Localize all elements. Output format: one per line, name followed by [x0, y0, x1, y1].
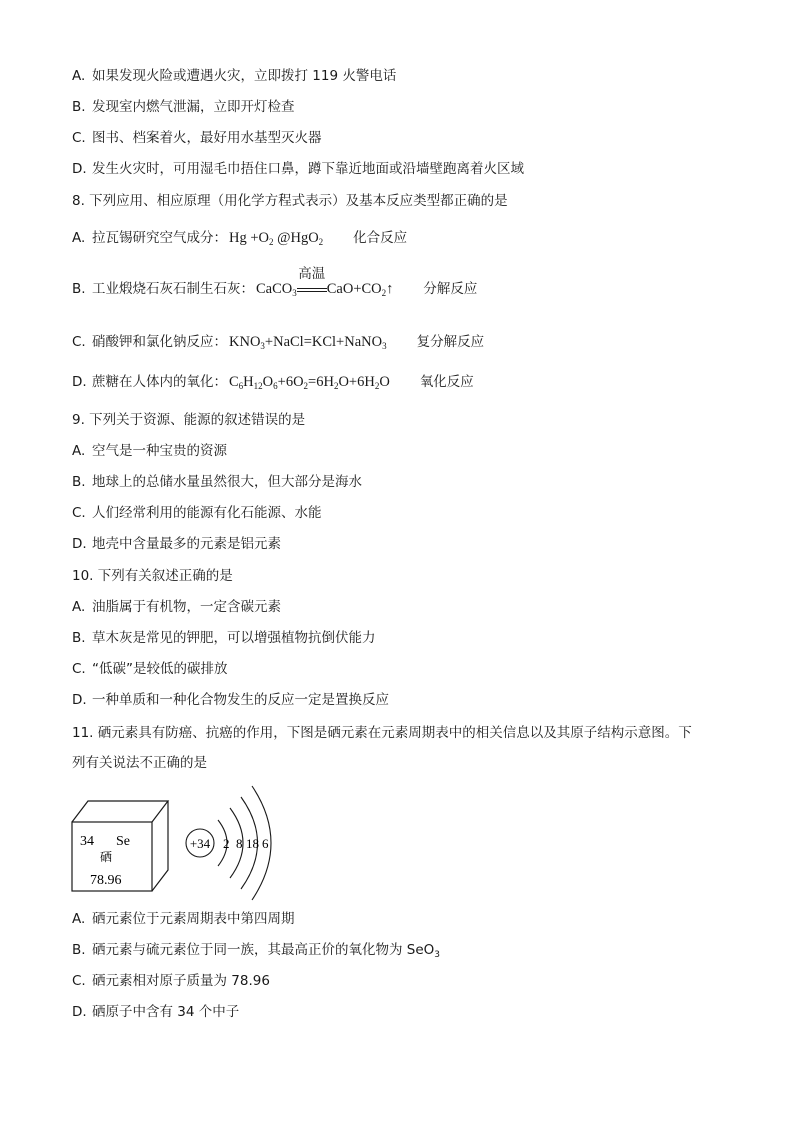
option-text: 硒原子中含有 34 个中子	[92, 1004, 240, 1020]
option-text: 拉瓦锡研究空气成分：	[92, 230, 227, 246]
reaction-type: 复分解反应	[416, 334, 485, 350]
q11-option-a	[72, 910, 295, 928]
reaction-type: 化合反应	[353, 230, 408, 246]
option-text: 硒元素位于元素周期表中第四周期	[92, 911, 295, 927]
q8-option-c	[72, 333, 484, 351]
option-label: D.	[72, 374, 87, 390]
shell-2-electrons: 8	[236, 836, 243, 851]
q8-option-a	[72, 229, 407, 247]
q11-option-c	[72, 972, 270, 990]
q9-option-b	[72, 473, 362, 491]
option-label: A.	[72, 68, 86, 84]
q10-option-d	[72, 691, 389, 709]
option-label: B.	[72, 99, 86, 115]
option-label: C.	[72, 334, 86, 350]
option-text: 如果发现火险或遭遇火灾，立即拨打 119 火警电话	[92, 68, 397, 84]
option-label: A.	[72, 443, 86, 459]
q7-option-c	[72, 129, 322, 147]
option-text: 硝酸钾和氯化钠反应：	[92, 334, 227, 350]
option-text: “低碳”是较低的碳排放	[92, 661, 228, 677]
reaction-type: 氧化反应	[419, 374, 474, 390]
option-label: D.	[72, 692, 87, 708]
equation-d: $C_6H_{12}O_6+6O_2=6H_2O+6H_2O$	[229, 374, 390, 391]
condition-text: 高温	[298, 266, 326, 282]
atomic-mass: 78.96	[90, 873, 122, 888]
q9-option-a	[72, 442, 227, 460]
q8-option-d	[72, 373, 474, 391]
q11-option-d	[72, 1003, 239, 1021]
subscript: 3	[434, 950, 441, 960]
option-label: C.	[72, 130, 86, 146]
equation-b: CaCO$_3$ 高温 $CaO+CO_2↑$	[256, 266, 394, 298]
option-text: 人们经常利用的能源有化石能源、水能	[92, 505, 322, 521]
option-text: 发现室内燃气泄漏，立即开灯检查	[92, 99, 295, 115]
option-label: D.	[72, 161, 87, 177]
option-text: 发生火灾时，可用湿毛巾捂住口鼻，蹲下靠近地面或沿墙壁跑离着火区域	[92, 161, 524, 177]
equation-c: $KNO_3+NaCl=KCl+NaNO_3$	[229, 334, 387, 351]
nucleus-charge: +34	[189, 836, 211, 851]
option-text: 地球上的总储水量虽然很大，但大部分是海水	[92, 474, 362, 490]
option-text: 硒元素与硫元素位于同一族，其最高正价的氧化物为 SeO	[92, 942, 435, 958]
q7-option-d	[72, 160, 524, 178]
element-name: 硒	[100, 850, 113, 864]
option-label: C.	[72, 505, 86, 521]
option-label: A.	[72, 599, 86, 615]
option-text: 草木灰是常见的钾肥，可以增强植物抗倒伏能力	[92, 630, 376, 646]
option-text: 一种单质和一种化合物发生的反应一定是置换反应	[92, 692, 389, 708]
option-label: B.	[72, 474, 86, 490]
option-text: 硒元素相对原子质量为 78.96	[92, 973, 270, 989]
option-text: 工业煅烧石灰石制生石灰：	[92, 281, 254, 297]
option-label: C.	[72, 661, 86, 677]
equation-a: $Hg +O_2$ @HgO$_2$	[229, 230, 324, 247]
option-label: C.	[72, 973, 86, 989]
shell-1-electrons: 2	[223, 836, 230, 851]
option-text: 地壳中含量最多的元素是铝元素	[92, 536, 281, 552]
q10-option-b	[72, 629, 376, 647]
option-text: 图书、档案着火，最好用水基型灭火器	[92, 130, 322, 146]
q8-stem: 8. 下列应用、相应原理（用化学方程式表示）及基本反应类型都正确的是	[72, 193, 508, 209]
q9-stem: 9. 下列关于资源、能源的叙述错误的是	[72, 412, 306, 428]
option-label: B.	[72, 630, 86, 646]
option-label: D.	[72, 536, 87, 552]
shell-4-electrons: 6	[262, 836, 269, 851]
condition-mark	[297, 266, 327, 298]
option-label: A.	[72, 230, 86, 246]
q11-stem-line2: 列有关说法不正确的是	[72, 755, 207, 771]
q7-option-b	[72, 98, 295, 116]
option-text: 蔗糖在人体内的氧化：	[92, 374, 227, 390]
element-symbol: Se	[116, 834, 130, 849]
option-label: B.	[72, 281, 86, 297]
q8-option-b	[72, 266, 478, 298]
q10-option-a	[72, 598, 281, 616]
reaction-type: 分解反应	[423, 281, 478, 297]
option-text: 油脂属于有机物，一定含碳元素	[92, 599, 281, 615]
option-label: A.	[72, 911, 86, 927]
q10-option-c	[72, 660, 228, 678]
option-text: 空气是一种宝贵的资源	[92, 443, 227, 459]
option-label: D.	[72, 1004, 87, 1020]
q10-stem: 10. 下列有关叙述正确的是	[72, 568, 233, 584]
q9-option-d	[72, 535, 281, 553]
q7-option-a	[72, 67, 396, 85]
shell-3-electrons: 18	[246, 836, 259, 851]
selenium-figure	[68, 783, 298, 903]
option-label: B.	[72, 942, 86, 958]
q11-option-b	[72, 941, 440, 959]
q11-stem-line1: 11. 硒元素具有防癌、抗癌的作用，下图是硒元素在元素周期表中的相关信息以及其原子结构示意图。下	[72, 725, 692, 741]
q9-option-c	[72, 504, 322, 522]
atomic-number: 34	[80, 834, 94, 849]
